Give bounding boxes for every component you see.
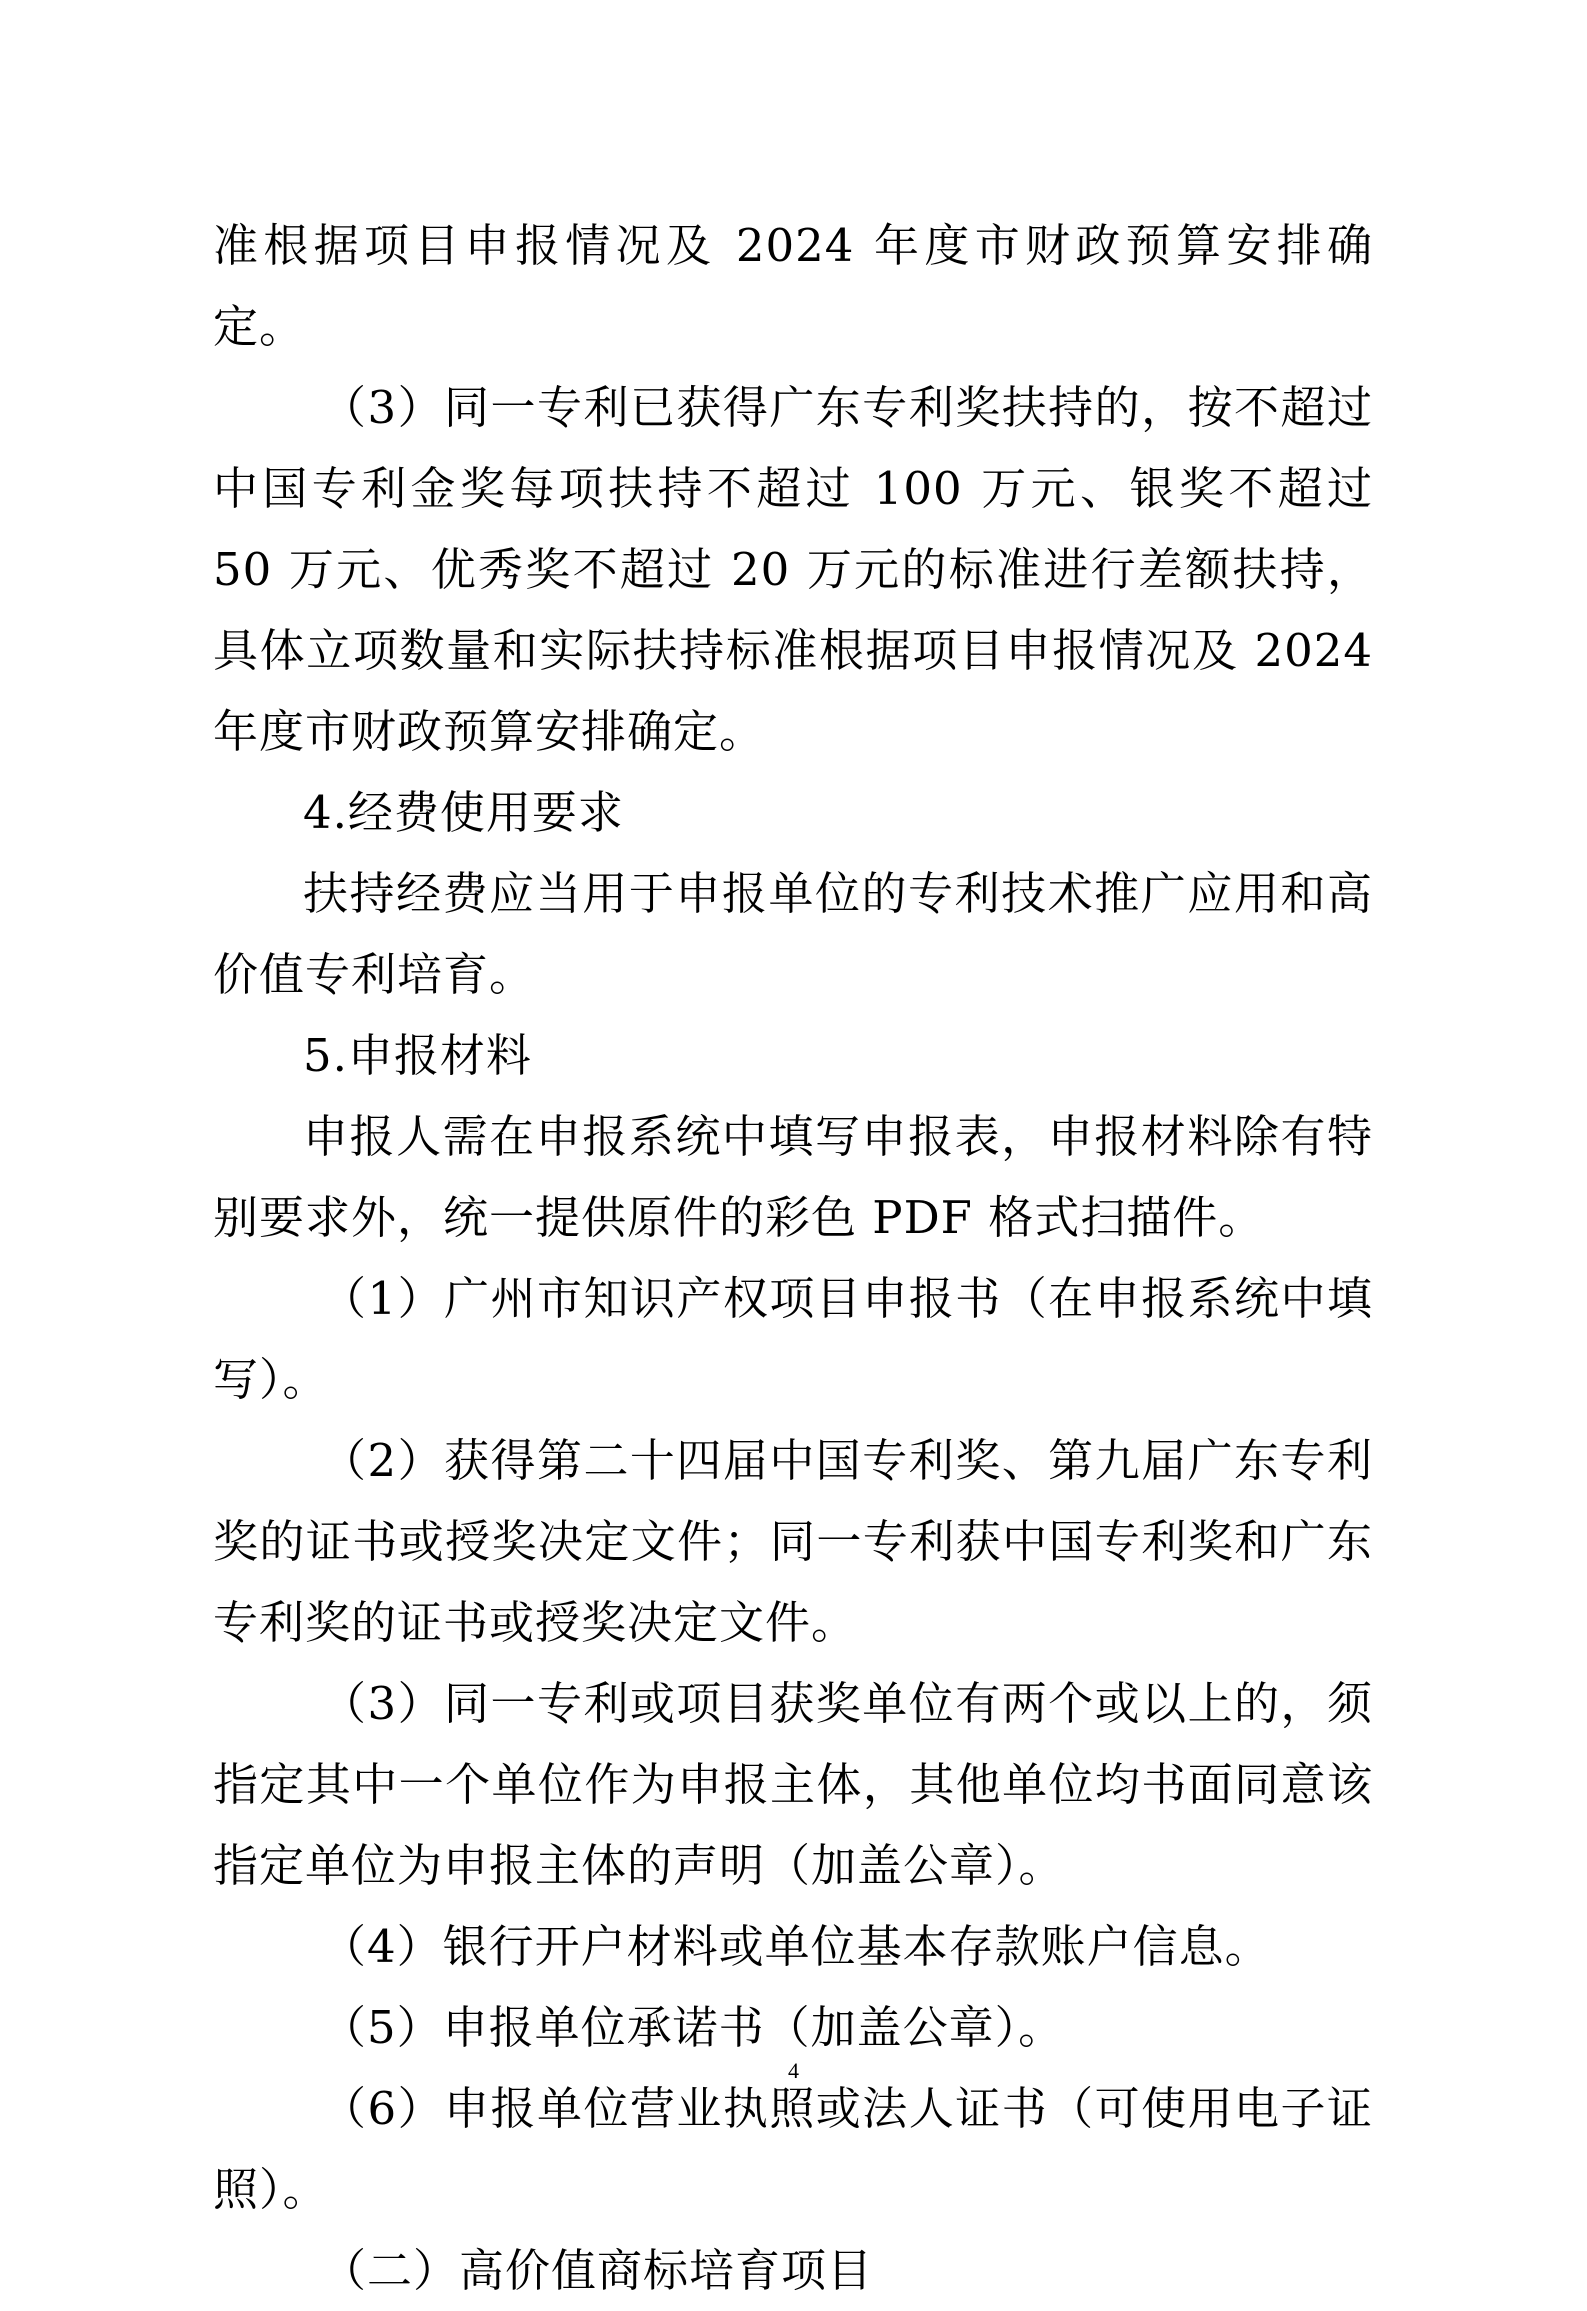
body-text xyxy=(213,205,1373,2311)
section-heading-application-materials: 5.申报材料 xyxy=(303,1029,532,1082)
paragraph-continuation: 准根据项目申报情况及 2024 年度市财政预算安排确定。 xyxy=(213,219,1373,353)
section-heading-funding-requirements: 4.经费使用要求 xyxy=(303,786,624,839)
page-number: 4 xyxy=(788,2058,799,2083)
paragraph-funding-usage: 扶持经费应当用于申报单位的专利技术推广应用和高价值专利培育。 xyxy=(213,867,1373,1001)
paragraph-materials-intro: 申报人需在申报系统中填写申报表，申报材料除有特别要求外，统一提供原件的彩色 PDF 格式扫描件。 xyxy=(213,1110,1373,1244)
list-item-materials-2: （2）获得第二十四届中国专利奖、第九届广东专利奖的证书或授奖决定文件；同一专利获中国专利奖和广东专利奖的证书或授奖决定文件。 xyxy=(213,1434,1373,1649)
list-item-materials-3: （3）同一专利或项目获奖单位有两个或以上的，须指定其中一个单位作为申报主体，其他单位均书面同意该指定单位为申报主体的声明（加盖公章）。 xyxy=(213,1677,1373,1892)
paragraph-item-3-award-support: （3）同一专利已获得广东专利奖扶持的，按不超过中国专利金奖每项扶持不超过 100 万元、银奖不超过 50 万元、优秀奖不超过 20 万元的标准进行差额扶持，具体立项数量和实际扶持标准根据项目申报情况及 2024 年度市财政预算安排确定。 xyxy=(213,381,1373,758)
list-item-materials-1: （1）广州市知识产权项目申报书（在申报系统中填写）。 xyxy=(213,1272,1373,1406)
list-item-materials-6: （6）申报单位营业执照或法人证书（可使用电子证照）。 xyxy=(213,2082,1373,2216)
list-item-materials-4: （4）银行开户材料或单位基本存款账户信息。 xyxy=(321,1920,1271,1973)
section-heading-trademark-project: （二）高价值商标培育项目 xyxy=(321,2244,874,2297)
list-item-materials-5: （5）申报单位承诺书（加盖公章）。 xyxy=(321,2001,1065,2054)
